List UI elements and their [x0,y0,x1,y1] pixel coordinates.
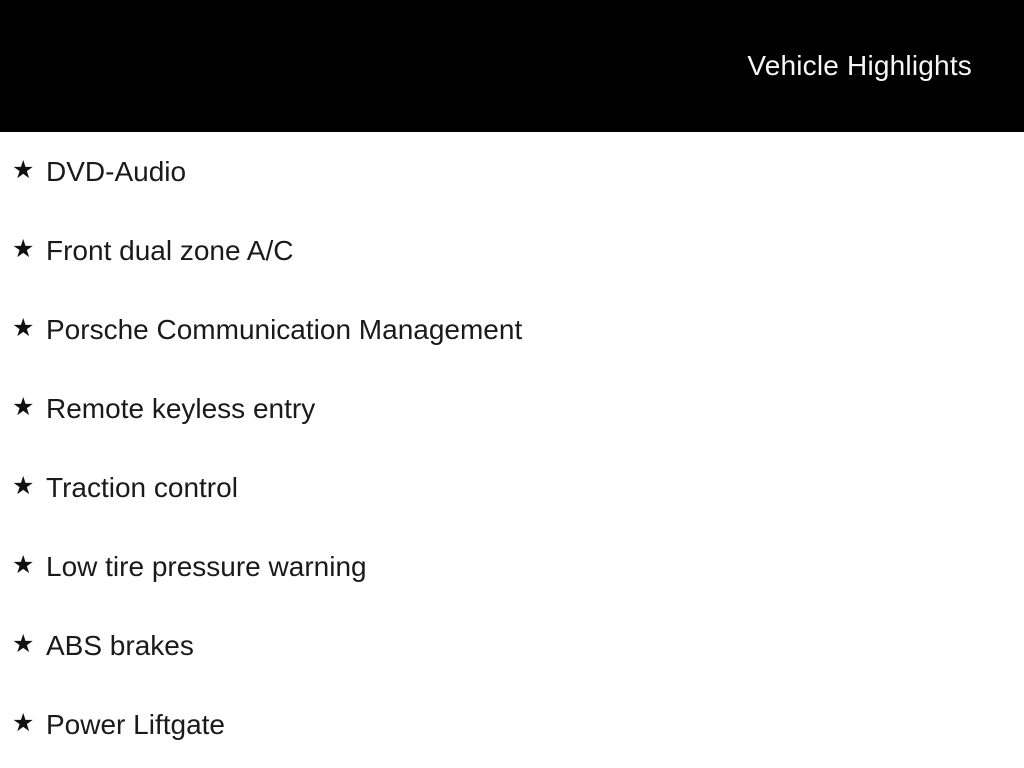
list-item-label: DVD-Audio [46,155,187,187]
highlights-list [0,132,1024,764]
page-title: Vehicle Highlights [747,50,972,81]
list-item-label: Front dual zone A/C [46,234,294,266]
star-icon: ★ [12,551,35,579]
list-item [0,211,1024,290]
list-item [0,606,1024,685]
star-icon: ★ [12,235,35,263]
list-item [0,132,1024,211]
list-item-label: Porsche Communication Management [46,313,523,345]
star-icon: ★ [12,709,35,737]
list-item [0,685,1024,764]
list-item-label: Traction control [46,471,238,503]
list-item-label: Remote keyless entry [46,392,316,424]
star-icon: ★ [12,472,35,500]
list-item [0,448,1024,527]
list-item-label: Low tire pressure warning [46,550,367,582]
list-item [0,369,1024,448]
list-item-label: ABS brakes [46,629,194,661]
list-item [0,290,1024,369]
star-icon: ★ [12,630,35,658]
list-item [0,527,1024,606]
star-icon: ★ [12,393,35,421]
star-icon: ★ [12,314,35,342]
star-icon: ★ [12,156,35,184]
list-item-label: Power Liftgate [46,708,225,740]
header-bar [0,0,1024,132]
